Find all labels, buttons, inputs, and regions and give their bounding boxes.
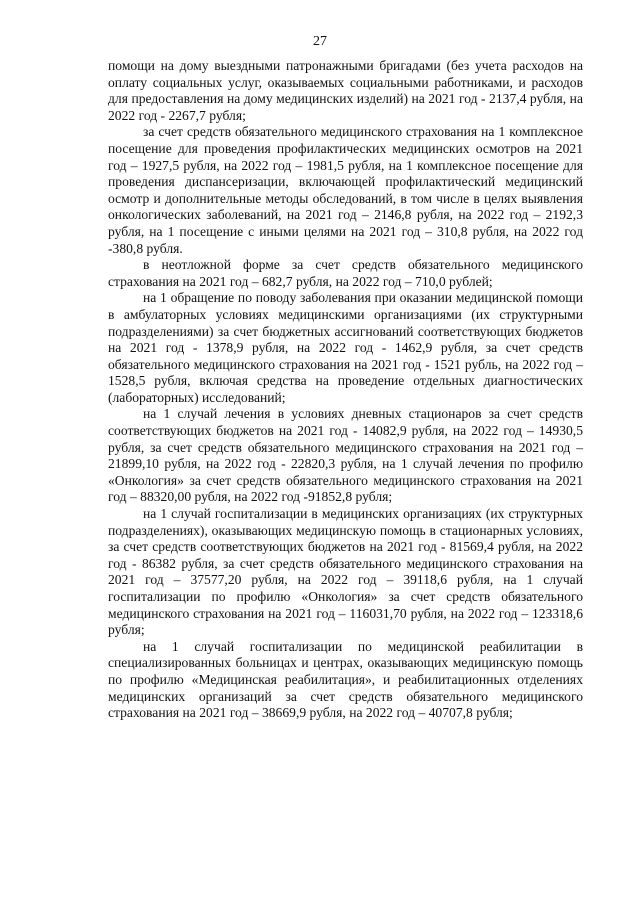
paragraph-oms-preventive: за счет средств обязательного медицинского страхования на 1 комплексное посещение для проведения профилактических медицинских осмотров на 2021 год – 1927,5 рубля, на 2022 год – 1981,5 рубля, на 1 комплексное посещение для проведения диспансеризации, включающей профилактический медицинский осмотр и дополнительные методы обследований, в том числе в целях выявления онкологических заболеваний, на 2021 год – 2146,8 рубля, на 2022 год – 2192,3 рубля, на 1 посещение с иными целями на 2021 год – 310,8 рубля, на 2022 год -380,8 рубля.	[108, 124, 583, 256]
paragraph-hospitalization: на 1 случай госпитализации в медицинских организациях (их структурных подразделениях), оказывающих медицинскую помощь в стационарных условиях, за счет средств соответствующих бюджетов на 2021 год - 81569,4 рубля, на 2022 год - 86382 рубля, за счет средств обязательного медицинского страхования на 2021 год – 37577,20 рубля, на 2022 год – 39118,6 рубля, на 1 случай госпитализации по профилю «Онкология» за счет средств обязательного медицинского страхования на 2021 год – 116031,70 рубля, на 2022 год – 123318,6 рубля;	[108, 506, 583, 638]
paragraph-continuation: помощи на дому выездными патронажными бригадами (без учета расходов на оплату социальных услуг, оказываемых социальными работниками, и расходов для предоставления на дому медицинских изделий) на 2021 год - 2137,4 рубля, на 2022 год - 2267,7 рубля;	[108, 58, 583, 123]
paragraph-day-hospital: на 1 случай лечения в условиях дневных стационаров за счет средств соответствующих бюджетов на 2021 год - 14082,9 рубля, на 2022 год – 14930,5 рубля, за счет средств обязательного медицинского страхования на 2021 год – 21899,10 рубля, на 2022 год - 22820,3 рубля, на 1 случай лечения по профилю «Онкология» за счет средств обязательного медицинского страхования на 2021 год – 88320,00 рубля, на 2022 год -91852,8 рубля;	[108, 406, 583, 505]
paragraph-urgent-care: в неотложной форме за счет средств обязательного медицинского страхования на 2021 год – 682,7 рубля, на 2022 год – 710,0 рублей;	[108, 257, 583, 289]
paragraph-rehabilitation: на 1 случай госпитализации по медицинской реабилитации в специализированных больницах и центрах, оказывающих медицинскую помощь по профилю «Медицинская реабилитация», и реабилитационных отделениях медицинских организаций за счет средств обязательного медицинского страхования на 2021 год – 38669,9 рубля, на 2022 год – 40707,8 рубля;	[108, 638, 583, 721]
page-number: 27	[313, 34, 327, 49]
paragraph-outpatient-visit: на 1 обращение по поводу заболевания при оказании медицинской помощи в амбулаторных условиях медицинскими организациями (их структурными подразделениями) за счет бюджетных ассигнований соответствующих бюджетов на 2021 год - 1378,9 рубля, на 2022 год - 1462,9 рубля, за счет средств обязательного медицинского страхования на 2021 год - 1521 рубль, на 2022 год – 1528,5 рубля, включая средства на проведение отдельных диагностических (лабораторных) исследований;	[108, 290, 583, 405]
document-body	[108, 58, 583, 722]
